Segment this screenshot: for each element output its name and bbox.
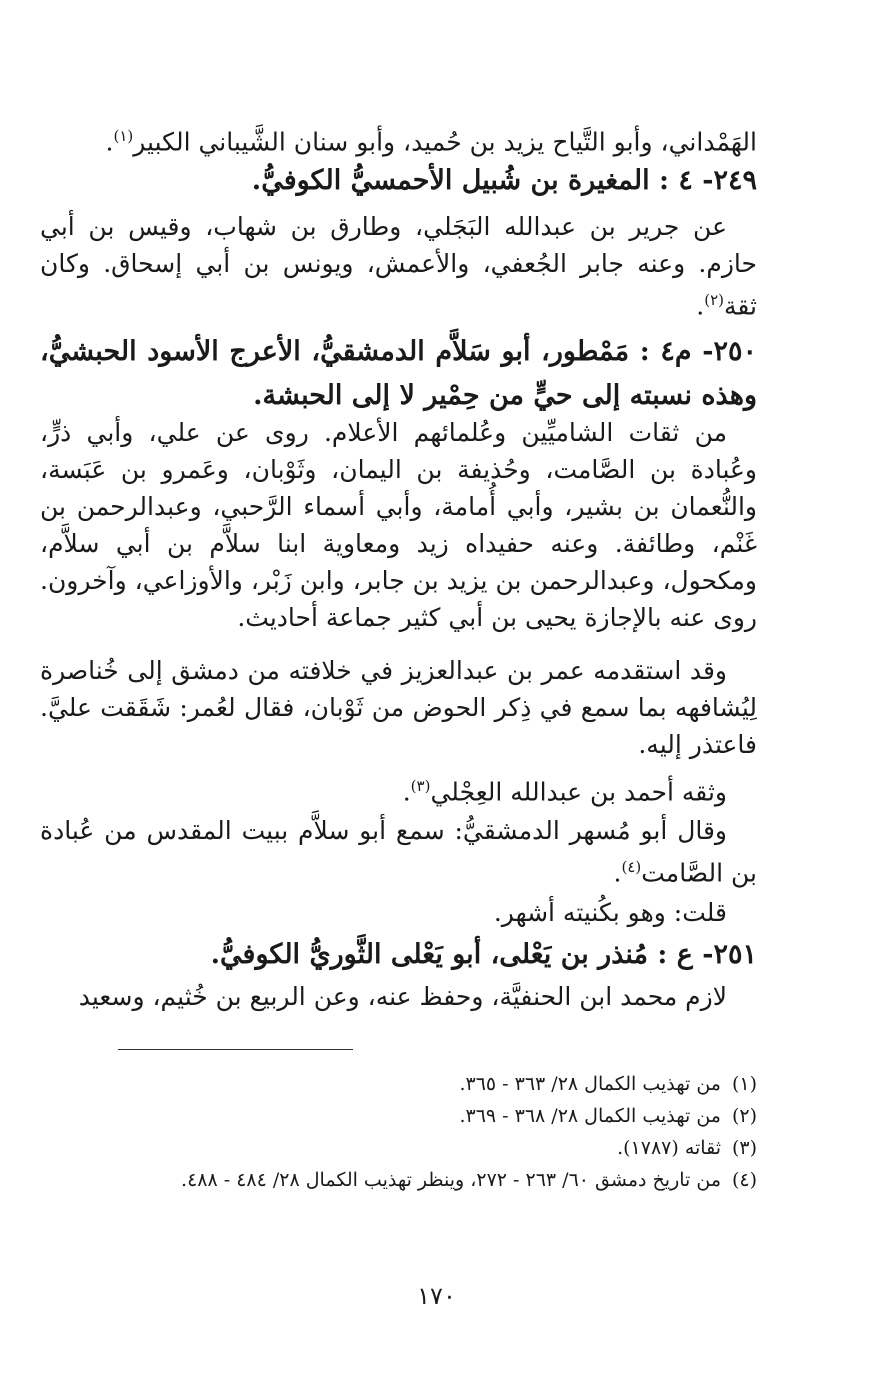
footnote-mark: (٤) [731,1169,757,1191]
footnote-ref: (٣) [410,777,431,795]
entry-250-paragraph-5: قلت: وهو بكُنيته أشهر. [493,898,727,927]
entry-250-paragraph-1: من ثقات الشاميِّين وعُلمائهم الأعلام. روى عن علي، وأبي ذرٍّ، وعُبادة بن الصَّامت، وحُذيفة بن اليمان، وثَوْبان، وعَمرو بن عَبَسة، والنُّعمان بن بشير، وأبي أُمامة، وأبي أسماء الرَّحبي، وعبدالرحمن بن غَنْم، وطائفة. وعنه حفيداه زيد ومعاوية ابنا سلاَّم بن أبي سلاَّم، ومكحول، وعبدالرحمن بن يزيد بن جابر، وابن زَبْر، والأوزاعي، وآخرون. روى عنه بالإجازة يحيى بن أبي كثير جماعة أحاديث. [40,418,757,632]
entry-body-251: لازم محمد ابن الحنفيَّة، وحفظ عنه، وعن الربيع بن خُثيم، وسعيد [78,982,727,1011]
entry-250-paragraph-3: وثقه أحمد بن عبدالله العِجْلي$^{(٣)}$. [402,777,727,807]
entry-number: ٢٤٩- ٤ : [658,165,757,196]
paragraph-text: وقال أبو مُسهر الدمشقيُّ: سمع أبو سلاَّم ببيت المقدس من عُبادة بن الصَّامت [40,816,757,888]
entry-name: مُنذر بن يَعْلى، أبو يَعْلى الثَّوريُّ الكوفيُّ. [210,939,648,970]
footnote-text: من تهذيب الكمال ٢٨/ ٣٦٣ - ٣٦٥. [459,1073,721,1095]
entry-name: المغيرة بن شُبيل الأحمسيُّ الكوفيُّ. [251,165,650,196]
entry-heading-251 [40,934,757,976]
footnote-ref: (١) [113,127,134,145]
entry-250-paragraph-2: وقد استقدمه عمر بن عبدالعزيز في خلافته من دمشق إلى خُناصرة لِيُشافهه بما سمع في ذِكر الحوض من ثَوْبان، فقال لعُمر: شَقَقت عليَّ. فاعتذر إليه. [40,656,757,759]
footnote-ref: (٤) [621,858,642,876]
footnotes [100,1068,757,1196]
footnote-item [100,1068,757,1100]
footnote-item [100,1164,757,1196]
entry-name: مَمْطور، أبو سَلاَّم الدمشقيُّ، الأعرج الأسود الحبشيُّ، وهذه نسبته إلى حيٍّ من حِمْير لا إلى الحبشة. [40,336,757,411]
footnote-mark: (٣) [731,1137,757,1159]
entry-heading-249 [40,160,757,202]
footnote-text: من تهذيب الكمال ٢٨/ ٣٦٨ - ٣٦٩. [459,1105,721,1127]
footnote-item [100,1100,757,1132]
entry-body-text: عن جرير بن عبدالله البَجَلي، وطارق بن شهاب، وقيس بن أبي حازم. وعنه جابر الجُعفي، والأعمش، ويونس بن أبي إسحاق. وكان ثقة [40,212,757,321]
footnote-separator [118,1049,353,1050]
page-number: ١٧٠ [417,1282,456,1310]
continuation-text: الهَمْداني، وأبو التَّياح يزيد بن حُميد، وأبو سنان الشَّيباني الكبير [133,127,757,157]
footnote-mark: (٢) [731,1105,757,1127]
continuation-line: الهَمْداني، وأبو التَّياح يزيد بن حُميد، وأبو سنان الشَّيباني الكبير$^{(١)}$. [105,127,757,157]
footnote-ref: (٢) [704,291,724,309]
footnote-item [100,1132,757,1164]
entry-250-paragraph-4: وقال أبو مُسهر الدمشقيُّ: سمع أبو سلاَّم ببيت المقدس من عُبادة بن الصَّامت$^{(٤)}$. [40,816,757,888]
entry-number: ٢٥٠- م٤ : [639,336,758,367]
entry-number: ٢٥١- ع : [657,939,757,970]
entry-body-249: عن جرير بن عبدالله البَجَلي، وطارق بن شهاب، وقيس بن أبي حازم. وعنه جابر الجُعفي، والأعمش، ويونس بن أبي إسحاق. وكان ثقة$^{(٢)}$. [40,212,757,321]
paragraph-text: وثقه أحمد بن عبدالله العِجْلي [430,777,727,807]
entry-heading-250 [40,330,757,418]
footnote-text: من تاريخ دمشق ٦٠/ ٢٦٣ - ٢٧٢، وينظر تهذيب الكمال ٢٨/ ٤٨٤ - ٤٨٨. [181,1169,721,1191]
footnote-mark: (١) [731,1073,757,1095]
footnote-text: ثقاته (١٧٨٧). [617,1137,721,1159]
